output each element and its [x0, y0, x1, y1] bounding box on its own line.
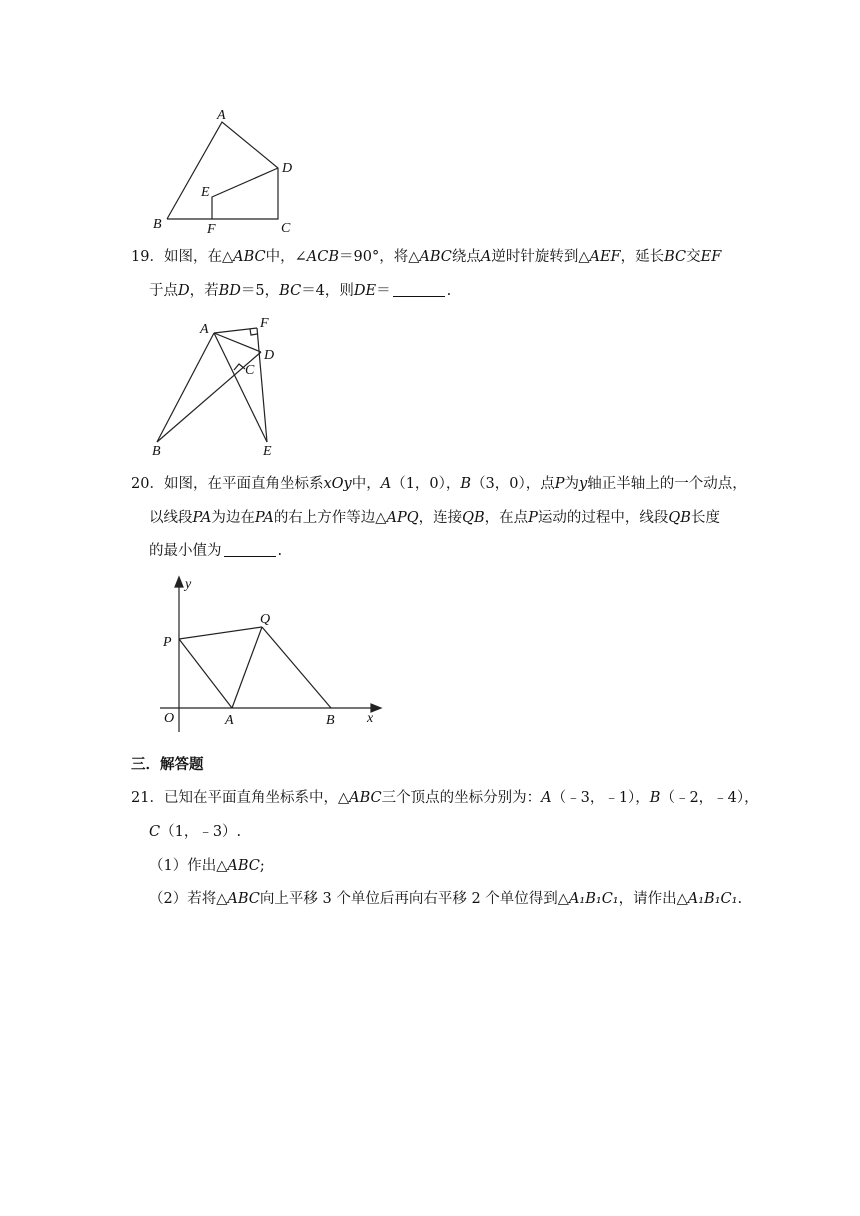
q19-var: AEF [589, 249, 621, 265]
q20-text: 的右上方作等边△ [273, 510, 387, 526]
q19-line1 [131, 247, 721, 267]
fig3-y-arrow [175, 577, 183, 587]
figure-coordinate-plane [150, 572, 390, 737]
q21-text: （﹣2，﹣4）， [660, 790, 759, 806]
q20-text: 以线段 [149, 510, 193, 526]
fig2-seg-AD [214, 333, 261, 352]
figure-rotation [140, 310, 300, 460]
fig2-label-C: C [245, 363, 255, 378]
fig2-label-D: D [264, 348, 275, 363]
q20-text: 运动的过程中，线段 [537, 510, 669, 526]
q19-var: BC [279, 283, 302, 299]
q21-var: A₁B₁C₁ [687, 891, 738, 907]
q20-text: （3，0），点 [471, 476, 555, 492]
q21-var: ABC [227, 858, 260, 874]
q19-text: 绕点 [451, 249, 481, 265]
q19-text: 逆时针旋转到△ [491, 249, 590, 265]
q19-text: ＝4，则 [301, 283, 354, 299]
fig1-label-E: E [201, 185, 210, 200]
q21-text: （﹣3，﹣1）， [551, 790, 650, 806]
fig3-label-x: x [367, 711, 374, 726]
q19-var: D [178, 283, 190, 299]
q21-var: ABC [349, 790, 382, 806]
q19-answer-blank[interactable] [393, 282, 445, 297]
q20-text: ，在点 [484, 510, 529, 526]
q20-text: 如图，在平面直角坐标系 [163, 476, 324, 492]
fig2-label-F: F [260, 316, 269, 331]
q21-number: 21． [131, 790, 164, 806]
q19-text: ＝90°，将△ [339, 249, 420, 265]
q20-text: 为边在 [211, 510, 255, 526]
fig3-seg-PA [179, 639, 232, 708]
q21-line2 [149, 822, 241, 842]
q20-line1 [131, 474, 747, 494]
q20-text: . [277, 543, 283, 559]
q19-text: ，延长 [620, 249, 665, 265]
q19-text: 如图，在△ [163, 249, 234, 265]
q21-text: 已知在平面直角坐标系中，△ [163, 790, 350, 806]
fig2-right-angle-C [234, 364, 245, 370]
fig3-label-P: P [163, 635, 172, 650]
q19-text: ＝5， [240, 283, 280, 299]
q20-line2 [149, 508, 720, 528]
q21-var: ABC [227, 891, 260, 907]
q21-text: （2）若将△ [149, 891, 228, 907]
q19-var: DE [353, 283, 377, 299]
fig3-label-O: O [164, 711, 175, 726]
figure-quadrilateral [140, 100, 320, 240]
q19-number: 19． [131, 249, 164, 265]
q20-answer-blank[interactable] [224, 542, 276, 557]
section-heading: 三．解答题 [131, 757, 204, 773]
q20-var: PA [254, 510, 274, 526]
q21-text: ; [259, 858, 265, 874]
fig2-seg-AB [157, 333, 214, 442]
q20-text: 的最小值为 [149, 543, 222, 559]
q21-text: （1，﹣3）. [160, 824, 242, 840]
q19-text: 交 [686, 249, 701, 265]
q20-var: QB [462, 510, 485, 526]
q20-line3 [149, 541, 282, 561]
q21-text: . [737, 891, 743, 907]
fig3-seg-AQ [232, 627, 262, 708]
q20-var: P [554, 476, 565, 492]
q19-var: BC [664, 249, 687, 265]
fig2-label-A: A [200, 322, 209, 337]
q21-var: A₁B₁C₁ [568, 891, 619, 907]
q20-var: P [528, 510, 538, 526]
fig1-label-C: C [281, 221, 291, 236]
q19-line2 [149, 281, 451, 301]
fig2-label-B: B [152, 444, 161, 459]
fig3-seg-QB [262, 627, 331, 708]
fig2-label-E: E [263, 444, 272, 459]
q21-text: （1）作出△ [149, 858, 228, 874]
fig3-label-Q: Q [260, 612, 271, 627]
q20-var: xOy [323, 476, 352, 492]
fig1-label-B: B [153, 217, 162, 232]
q19-var: BD [218, 283, 241, 299]
fig3-label-B: B [326, 713, 335, 728]
q21-var: A [541, 790, 552, 806]
fig3-seg-PQ [179, 627, 262, 639]
q20-var: APQ [386, 510, 419, 526]
q19-text: 中，∠ [265, 249, 307, 265]
q19-text: ，若 [189, 283, 219, 299]
q21-text: 三个顶点的坐标分别为： [381, 790, 542, 806]
fig1-outline [167, 122, 278, 219]
fig1-label-A: A [217, 108, 226, 123]
q20-text: 中， [351, 476, 381, 492]
q20-text: ，连接 [418, 510, 463, 526]
q19-text: ＝ [376, 283, 391, 299]
q20-text: 轴正半轴上的一个动点， [587, 476, 747, 492]
fig1-label-F: F [207, 222, 216, 237]
q19-var: EF [700, 249, 722, 265]
q21-part1 [149, 856, 265, 876]
q21-line1 [131, 788, 759, 808]
q21-text: ，请作出△ [618, 891, 688, 907]
fig1-label-D: D [282, 161, 293, 176]
fig3-label-A: A [225, 713, 234, 728]
q20-text: （1，0）， [391, 476, 461, 492]
fig3-label-y: y [185, 577, 192, 592]
fig1-inner-segments [212, 168, 278, 219]
q20-text: 长度 [690, 510, 720, 526]
q19-text: 于点 [149, 283, 178, 299]
q20-text: 为 [564, 476, 580, 492]
q19-var: ABC [233, 249, 266, 265]
q20-number: 20． [131, 476, 164, 492]
q19-var: A [480, 249, 492, 265]
q19-var: ABC [419, 249, 452, 265]
q21-part2 [149, 889, 742, 909]
q19-var: ACB [306, 249, 339, 265]
q19-text: . [446, 283, 452, 299]
q21-var: B [649, 790, 661, 806]
q20-var: QB [668, 510, 691, 526]
q20-var: PA [192, 510, 212, 526]
q20-var: y [579, 476, 588, 492]
q20-var: B [460, 476, 472, 492]
q21-var: C [149, 824, 161, 840]
q21-text: 向上平移 3 个单位后再向右平移 2 个单位得到△ [259, 891, 569, 907]
q20-var: A [380, 476, 392, 492]
fig2-right-angle-F [250, 329, 257, 335]
